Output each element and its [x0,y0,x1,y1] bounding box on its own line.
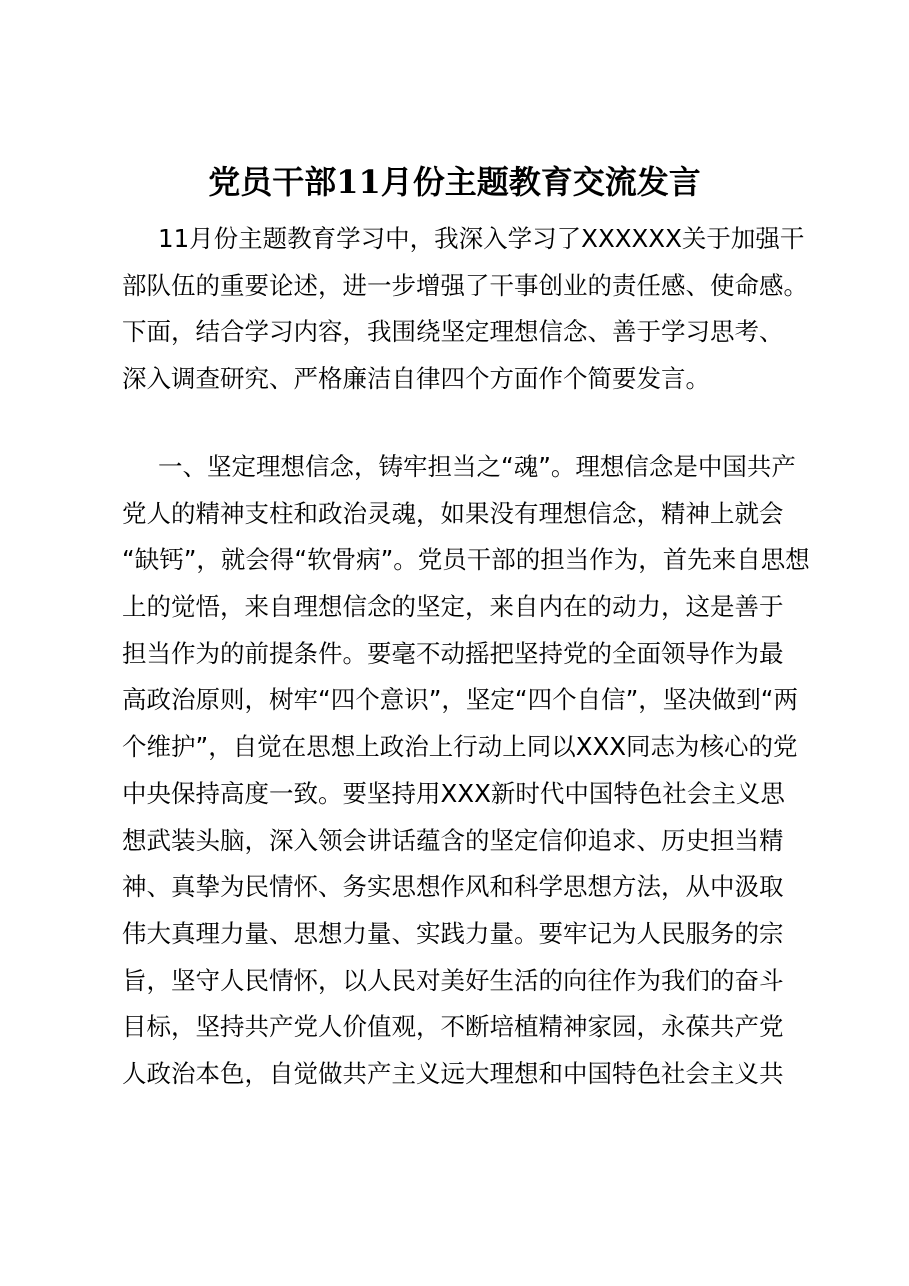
text-line: 担当作为的前提条件。要毫不动摇把坚持党的全面领导作为最 [122,638,784,668]
text-line: 高政治原则，树牢“四个意识”，坚定“四个自信”，坚决做到“两 [122,685,798,715]
text-line: “缺钙”，就会得“软骨病”。党员干部的担当作为，首先来自思想 [122,545,810,575]
text-line: 11月份主题教育学习中，我深入学习了XXXXXX关于加强干 [158,224,805,253]
text-line: 部队伍的重要论述，进一步增强了干事创业的责任感、使命感。 [122,270,808,300]
document-title: 党员干部11月份主题教育交流发言 [208,163,701,201]
text-line: 神、真挚为民情怀、务实思想作风和科学思想方法，从中汲取 [122,872,784,902]
text-line: 中央保持高度一致。要坚持用XXX新时代中国特色社会主义思 [122,778,785,808]
text-line: 目标，坚持共产党人价值观，不断培植精神家园，永葆共产党 [122,1012,784,1042]
text-line: 上的觉悟，来自理想信念的坚定，来自内在的动力，这是善于 [122,592,784,622]
text-line: 一、坚定理想信念，铸牢担当之“魂”。理想信念是中国共产 [158,452,796,481]
paragraph-section-one [122,444,812,1098]
text-line: 深入调查研究、严格廉洁自律四个方面作个简要发言。 [122,364,710,394]
text-line: 旨，坚守人民情怀，以人民对美好生活的向往作为我们的奋斗 [122,965,784,995]
text-line: 下面，结合学习内容，我围绕坚定理想信念、善于学习思考、 [122,317,784,347]
text-line: 党人的精神支柱和政治灵魂，如果没有理想信念，精神上就会 [122,498,784,528]
paragraph-intro [122,216,812,403]
text-line: 想武装头脑，深入领会讲话蕴含的坚定信仰追求、历史担当精 [122,825,784,855]
text-line: 伟大真理力量、思想力量、实践力量。要牢记为人民服务的宗 [122,918,784,948]
text-line: 个维护”，自觉在思想上政治上行动上同以XXX同志为核心的党 [122,732,798,762]
text-line: 人政治本色，自觉做共产主义远大理想和中国特色社会主义共 [122,1058,784,1088]
